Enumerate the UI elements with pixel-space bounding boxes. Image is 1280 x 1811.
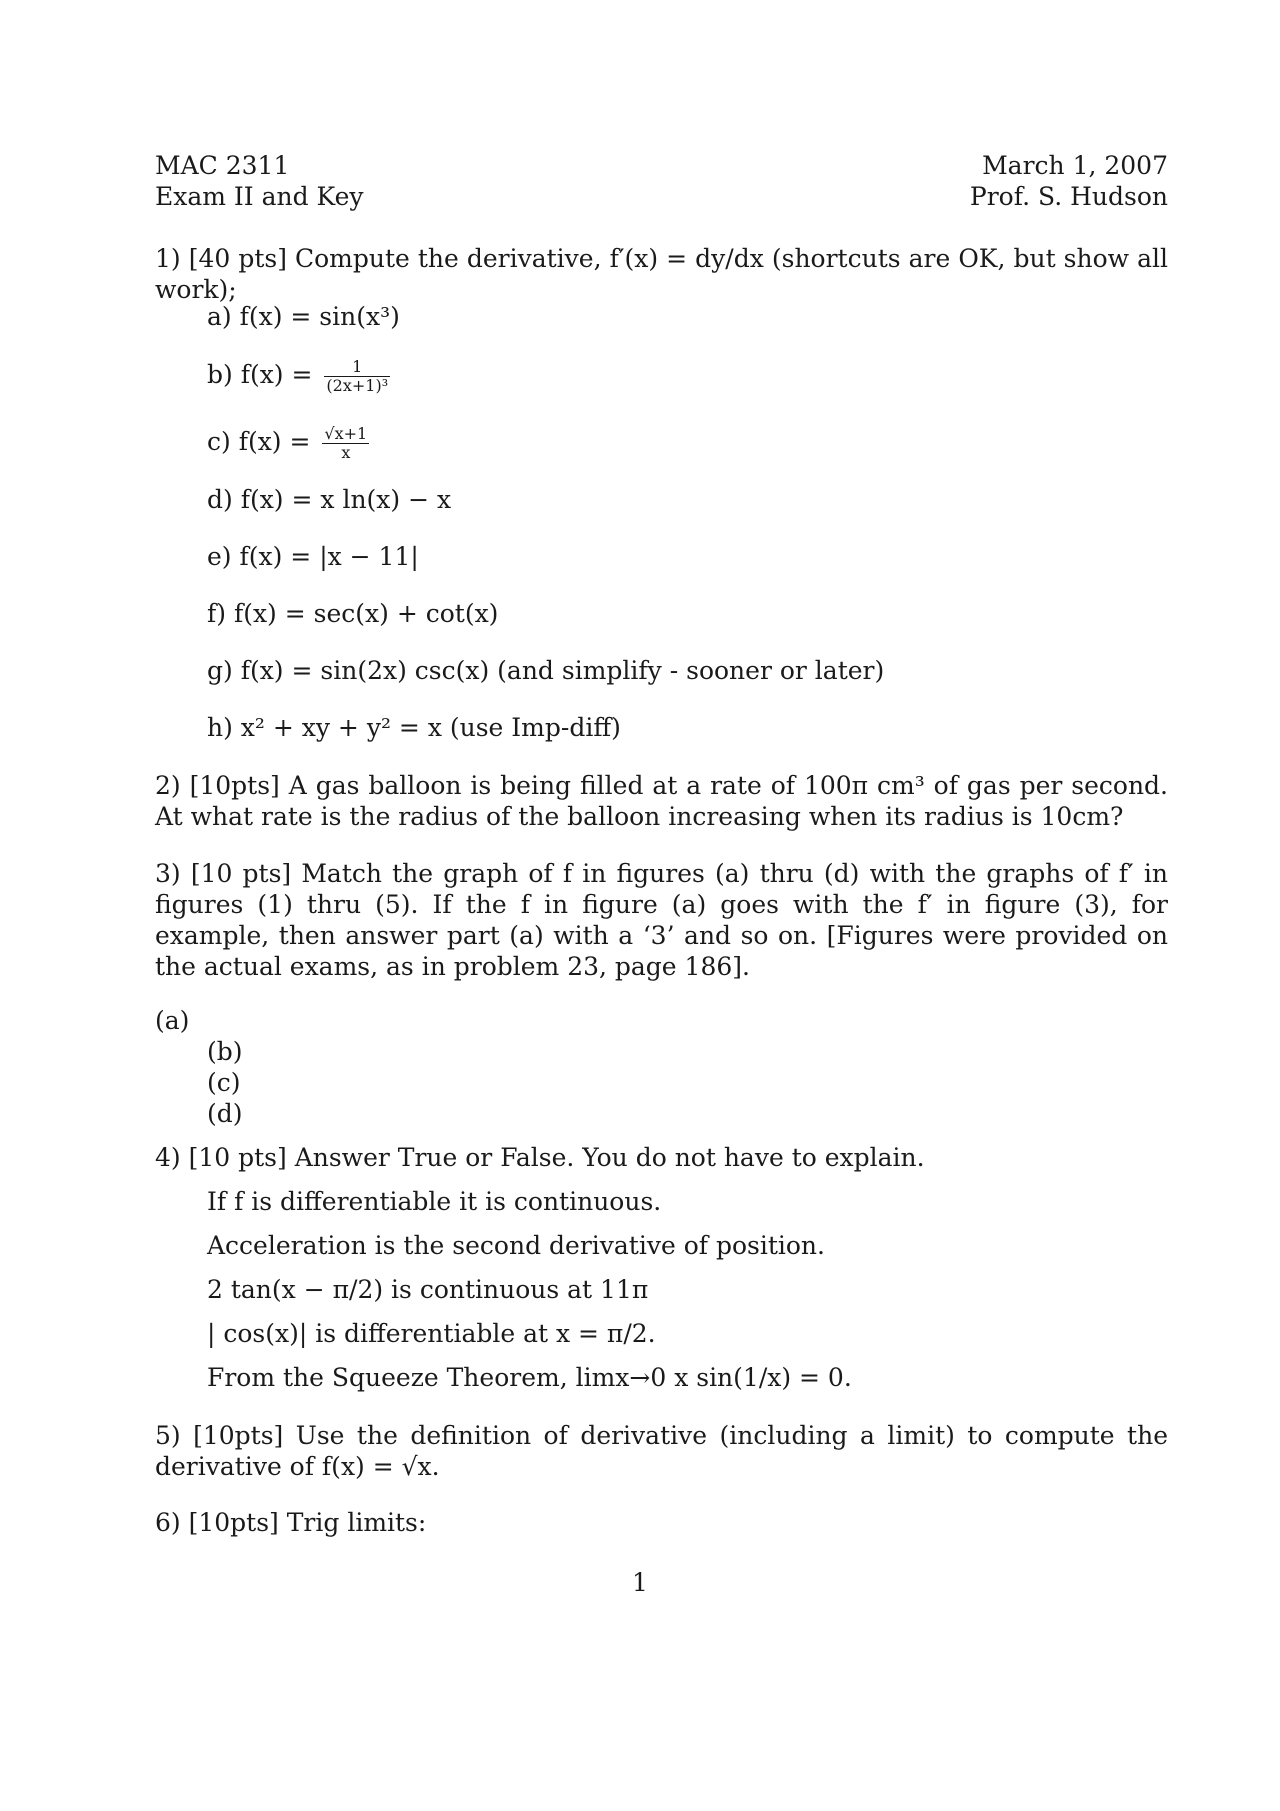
q1-item-c-fraction — [322, 425, 369, 462]
q3-part-d: (d) — [207, 1099, 243, 1128]
q1-item-b-label: b) f(x) = — [207, 360, 313, 389]
q1-item-c-numerator: √x+1 — [324, 424, 368, 443]
course-code: MAC 2311 — [155, 151, 290, 180]
q1-stem: 1) [40 pts] Compute the derivative, f′(x) = dy/dx (shortcuts are OK, but show all work); — [155, 244, 1168, 304]
q1-item-c-denominator: x — [341, 443, 351, 462]
q1-item-b-fraction — [324, 358, 390, 395]
q2-text: 2) [10pts] A gas balloon is being filled at a rate of 100π cm³ of gas per second. At what rate is the radius of the balloon increasing when its radius is 10cm? — [155, 771, 1168, 831]
q1-item-b-numerator: 1 — [324, 358, 390, 377]
q3-part-a: (a) — [155, 1006, 190, 1035]
q1-item-e: e) f(x) = |x − 11| — [207, 542, 419, 571]
exam-title: Exam II and Key — [155, 182, 364, 211]
q3-part-c: (c) — [207, 1068, 241, 1097]
q4-item-2: Acceleration is the second derivative of position. — [207, 1231, 825, 1260]
q1-item-g: g) f(x) = sin(2x) csc(x) (and simplify - sooner or later) — [207, 656, 885, 685]
q1-item-f: f) f(x) = sec(x) + cot(x) — [207, 599, 499, 628]
q1-item-c — [207, 425, 369, 462]
q4-item-3: 2 tan(x − π/2) is continuous at 11π — [207, 1275, 649, 1304]
q4-item-1: If f is differentiable it is continuous. — [207, 1187, 662, 1216]
exam-date: March 1, 2007 — [982, 151, 1168, 180]
q1-item-a: a) f(x) = sin(x³) — [207, 302, 400, 331]
q3-text: 3) [10 pts] Match the graph of f in figures (a) thru (d) with the graphs of f′ in figures (1) thru (5). If the f in figure (a) goes with the f′ in figure (3), for example, then answer part (a) with a ‘3’ and so on. [Figures were provided on the actual exams, as in problem 23, page 186]. — [155, 859, 1168, 981]
professor-name: Prof. S. Hudson — [969, 182, 1168, 211]
q4-item-4: | cos(x)| is differentiable at x = π/2. — [207, 1319, 656, 1348]
q6-text: 6) [10pts] Trig limits: — [155, 1508, 427, 1537]
q1-item-b-denominator: (2x+1)³ — [326, 376, 389, 395]
q1-item-b — [207, 358, 390, 395]
q1-item-d: d) f(x) = x ln(x) − x — [207, 485, 452, 514]
q4-item-5: From the Squeeze Theorem, limx→0 x sin(1/x) = 0. — [207, 1363, 852, 1392]
q1-item-h: h) x² + xy + y² = x (use Imp-diff) — [207, 713, 621, 742]
page-header — [155, 150, 1168, 212]
page-number: 1 — [632, 1568, 648, 1597]
q1-item-c-label: c) f(x) = — [207, 427, 311, 456]
q4-stem: 4) [10 pts] Answer True or False. You do not have to explain. — [155, 1143, 925, 1172]
q5-text: 5) [10pts] Use the definition of derivative (including a limit) to compute the derivative of f(x) = √x. — [155, 1421, 1168, 1481]
q3-part-b: (b) — [207, 1037, 243, 1066]
